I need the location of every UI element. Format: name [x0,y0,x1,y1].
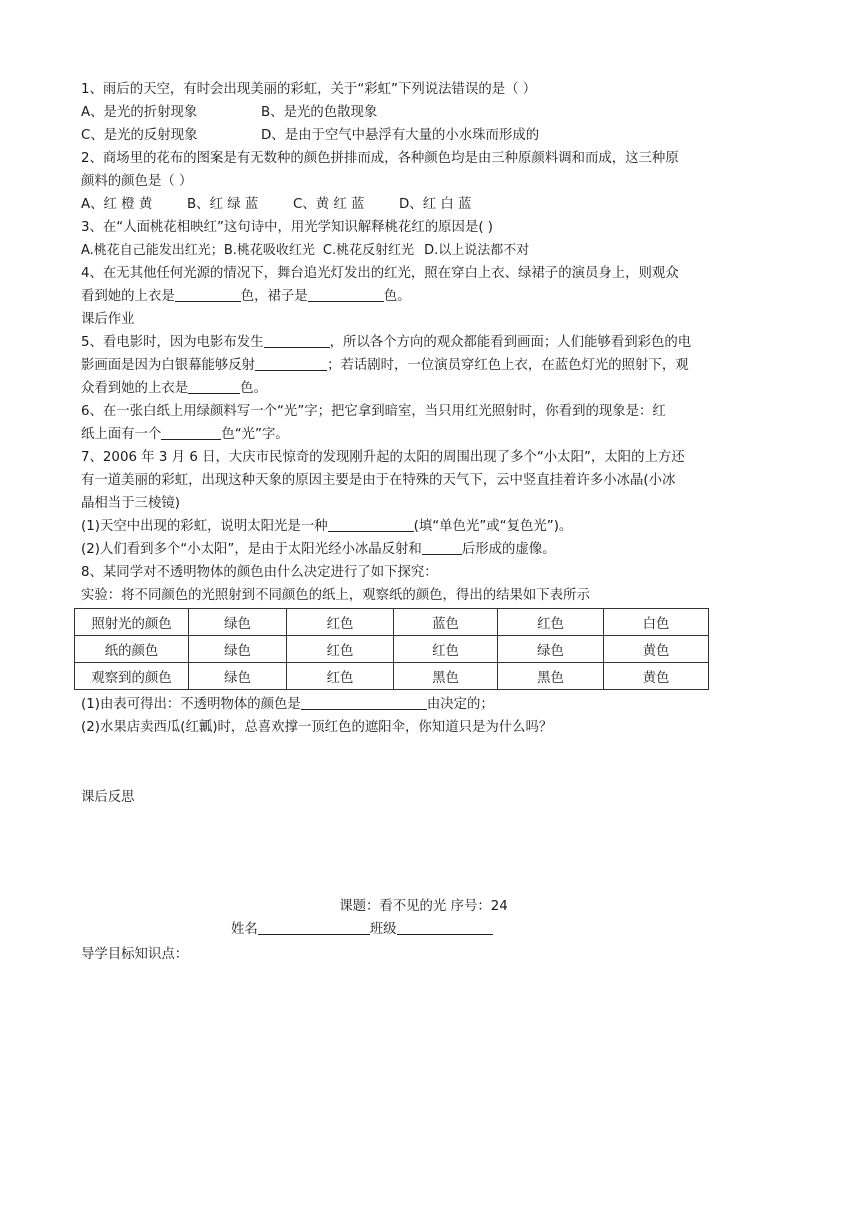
q8-line2: 实验：将不同颜色的光照射到不同颜色的纸上，观察纸的颜色，得出的结果如下表所示 [81,588,590,603]
q3-stem: 3、在“人面桃花相映红”这句诗中，用光学知识解释桃花红的原因是( ) [81,220,494,235]
q2-options [81,193,761,216]
q4-blank-top[interactable] [175,286,241,302]
q5-text-2a: 影画面是因为白银幕能够反射 [81,358,256,373]
q1-option-b: B、是光的色散现象 [261,105,378,120]
q6-text-2a: 纸上面有一个 [81,427,162,442]
table-cell: 红色 [287,609,394,636]
q7-line3: 晶相当于三棱镜) [81,496,180,511]
table-cell: 蓝色 [394,609,498,636]
q7-line2: 有一道美丽的彩虹，出现这种天象的原因主要是由于在特殊的天气下，云中竖直挂着许多小冰晶(小冰 [81,473,676,488]
table-cell: 黄色 [604,663,709,690]
q2-option-b: B、红 绿 蓝 [187,197,259,212]
q3-option-d: D.以上说法都不对 [424,243,530,258]
q7-blank-2[interactable] [422,539,462,555]
q5-blank-2[interactable] [255,355,327,371]
q1-option-d: D、是由于空气中悬浮有大量的小水珠而形成的 [261,128,540,143]
table-cell: 绿色 [189,663,287,690]
q5-text-1b: ，所以各个方向的观众都能看到画面；人们能够看到彩色的电 [329,335,692,350]
table-cell: 照射光的颜色 [75,609,189,636]
reflection-title: 课后反思 [81,790,135,805]
q1-options-ab [81,101,761,124]
q8-line1: 8、某同学对不透明物体的颜色由什么决定进行了如下探究： [81,565,438,580]
q4-blank-skirt[interactable] [308,286,384,302]
name-field[interactable] [258,919,370,935]
name-label: 姓名 [231,922,258,937]
q1-stem: 1、雨后的天空，有时会出现美丽的彩虹，关于“彩虹”下列说法错误的是（ ） [81,82,537,97]
q4-text-c: 色。 [383,289,411,304]
q3-option-c: C.桃花反射红光 [322,243,415,258]
table-row [75,663,709,690]
name-class-line [81,918,761,941]
table-cell: 绿色 [189,609,287,636]
q6-line2 [81,423,761,446]
q6-blank[interactable] [161,424,221,440]
table-row [75,609,709,636]
table-cell: 黄色 [604,636,709,663]
objectives-label: 导学目标知识点： [81,947,189,962]
q5-text-2b: ；若话剧时，一位演员穿红色上衣，在蓝色灯光的照射下，观 [327,358,689,373]
q6-line1: 6、在一张白纸上用绿颜料写一个“光”字；把它拿到暗室，当只用红光照射时，你看到的现象是：红 [81,404,666,419]
q1-options-cd [81,124,761,147]
next-lesson-title: 课题：看不见的光 序号：24 [339,899,508,914]
q4-text-b: 色，裙子是 [240,289,308,304]
table-cell: 黑色 [394,663,498,690]
q8-sub2: (2)水果店卖西瓜(红瓤)时，总喜欢撑一顶红色的遮阳伞，你知道只是为什么吗？ [81,720,553,735]
q7-sub1-text-b: (填“单色光”或“复色光”)。 [413,519,573,534]
q8-sub1-text-b: 由决定的； [426,697,494,712]
q3-options [81,239,761,262]
q4-line2 [81,285,761,308]
table-cell: 红色 [287,663,394,690]
q2-option-d: D、红 白 蓝 [399,197,472,212]
q3-option-b: B.桃花吸收红光 [223,243,315,258]
class-field[interactable] [397,919,493,935]
q4-line1: 4、在无其他任何光源的情况下，舞台追光灯发出的红光，照在穿白上衣、绿裙子的演员身上，则观众 [81,266,679,281]
table-cell: 绿色 [498,636,604,663]
q7-sub1 [81,515,761,538]
class-label: 班级 [369,922,397,937]
q5-text-1a: 5、看电影时，因为电影布发生 [81,335,264,350]
experiment-table [74,608,709,690]
q4-text-a: 看到她的上衣是 [81,289,175,304]
q1-option-c: C、是光的反射现象 [81,128,198,143]
table-cell: 纸的颜色 [75,636,189,663]
q7-line1: 7、2006 年 3 月 6 日，大庆市民惊奇的发现刚升起的太阳的周围出现了多个“小太阳”，太阳的上方还 [81,450,685,465]
q5-blank-3[interactable] [188,378,240,394]
q3-option-a: A.桃花自己能发出红光； [81,243,224,258]
homework-title: 课后作业 [81,312,135,327]
q5-line3 [81,377,761,400]
worksheet [81,78,761,966]
q5-text-3a: 众看到她的上衣是 [81,381,189,396]
q7-sub2 [81,538,761,561]
table-cell: 红色 [498,609,604,636]
q5-line2 [81,354,761,377]
q8-sub1-text-a: (1)由表可得出：不透明物体的颜色是 [81,697,301,712]
q6-text-2b: 色“光”字。 [221,427,289,442]
q7-sub2-text-a: (2)人们看到多个“小太阳”，是由于太阳光经小冰晶反射和 [81,542,422,557]
table-cell: 红色 [287,636,394,663]
table-cell: 黑色 [498,663,604,690]
q8-sub1 [81,693,761,716]
q7-sub1-text-a: (1)天空中出现的彩虹，说明太阳光是一种 [81,519,328,534]
q5-text-3b: 色。 [240,381,267,396]
q5-line1 [81,331,761,354]
table-cell: 观察到的颜色 [75,663,189,690]
q8-blank[interactable] [301,694,427,710]
q2-option-c: C、黄 红 蓝 [293,197,365,212]
q7-sub2-text-b: 后形成的虚像。 [461,542,556,557]
table-row [75,636,709,663]
table-cell: 绿色 [189,636,287,663]
q1-option-a: A、是光的折射现象 [81,105,198,120]
table-cell: 红色 [394,636,498,663]
q2-stem-line2: 颜料的颜色是（ ） [81,174,193,189]
q2-stem-line1: 2、商场里的花布的图案是有无数种的颜色拼排而成，各种颜色均是由三种原颜料调和而成，这三种原 [81,151,679,166]
table-cell: 白色 [604,609,709,636]
q5-blank-1[interactable] [264,332,330,348]
q2-option-a: A、红 橙 黄 [81,197,153,212]
q7-blank-1[interactable] [328,516,414,532]
